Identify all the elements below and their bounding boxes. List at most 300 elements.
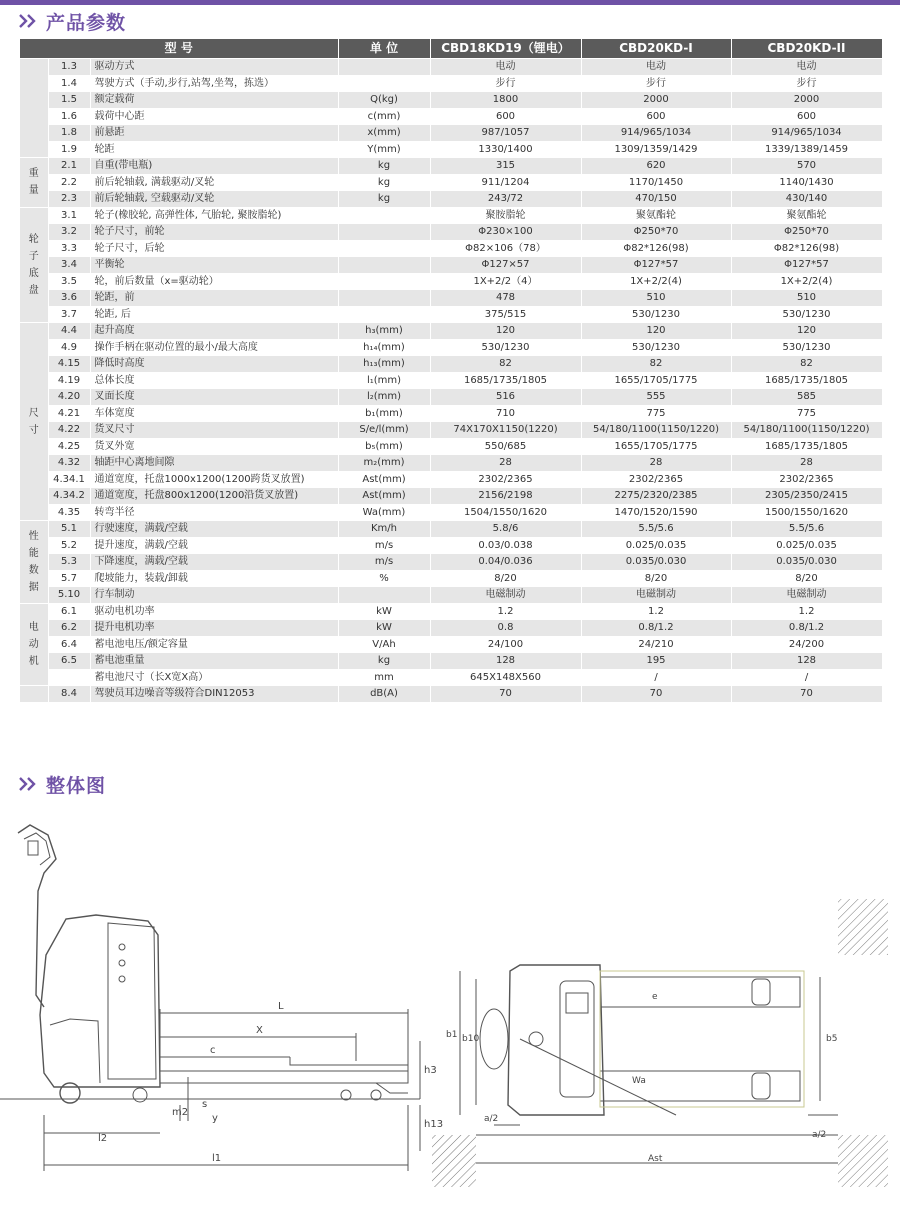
item-unit xyxy=(338,224,430,241)
item-name: 货叉尺寸 xyxy=(90,422,338,439)
double-chevron-icon xyxy=(18,12,40,30)
item-name: 轮距, 后 xyxy=(90,306,338,323)
value-model-3: 54/180/1100(1150/1220) xyxy=(731,422,882,439)
table-row xyxy=(20,224,882,241)
item-name: 转弯半径 xyxy=(90,504,338,521)
value-model-3: 5.5/5.6 xyxy=(731,521,882,538)
dim-label-h3: h3 xyxy=(424,1065,437,1076)
value-model-1: 315 xyxy=(430,158,581,175)
table-row xyxy=(20,273,882,290)
value-model-1: 8/20 xyxy=(430,570,581,587)
item-unit: m/s xyxy=(338,537,430,554)
value-model-1: 911/1204 xyxy=(430,174,581,191)
value-model-2: 470/150 xyxy=(581,191,731,208)
value-model-3: 0.8/1.2 xyxy=(731,620,882,637)
item-name: 轴距中心离地间隙 xyxy=(90,455,338,472)
side-view-drawing xyxy=(0,825,420,1171)
value-model-2: 28 xyxy=(581,455,731,472)
value-model-1: 516 xyxy=(430,389,581,406)
dim-label-b5: b5 xyxy=(826,1034,838,1044)
item-unit: kg xyxy=(338,174,430,191)
value-model-2: 530/1230 xyxy=(581,306,731,323)
value-model-3: 2000 xyxy=(731,92,882,109)
top-view-labels xyxy=(446,992,837,1164)
item-number: 4.34.2 xyxy=(48,488,90,505)
table-row xyxy=(20,521,882,538)
item-name: 车体宽度 xyxy=(90,405,338,422)
value-model-1: 2156/2198 xyxy=(430,488,581,505)
table-row xyxy=(20,686,882,703)
group-label-text: 尺寸 xyxy=(28,407,39,436)
table-row xyxy=(20,158,882,175)
item-number: 4.34.1 xyxy=(48,471,90,488)
item-unit: Q(kg) xyxy=(338,92,430,109)
value-model-3: 914/965/1034 xyxy=(731,125,882,142)
item-number: 5.1 xyxy=(48,521,90,538)
header-model-2: CBD20KD-I xyxy=(581,39,731,59)
value-model-1: 530/1230 xyxy=(430,339,581,356)
value-model-3: / xyxy=(731,669,882,686)
value-model-3: 120 xyxy=(731,323,882,340)
section-title-params: 产品参数 xyxy=(46,11,127,34)
value-model-1: 5.8/6 xyxy=(430,521,581,538)
table-row xyxy=(20,75,882,92)
item-unit xyxy=(338,59,430,76)
item-number: 4.35 xyxy=(48,504,90,521)
item-number: 6.4 xyxy=(48,636,90,653)
value-model-3: 电磁制动 xyxy=(731,587,882,604)
value-model-2: 24/210 xyxy=(581,636,731,653)
value-model-1: Φ127×57 xyxy=(430,257,581,274)
item-number: 4.22 xyxy=(48,422,90,439)
dim-label-b10: b10 xyxy=(462,1034,480,1044)
value-model-3: 430/140 xyxy=(731,191,882,208)
value-model-3: 1339/1389/1459 xyxy=(731,141,882,158)
group-label xyxy=(20,207,48,323)
value-model-1: 128 xyxy=(430,653,581,670)
value-model-2: 775 xyxy=(581,405,731,422)
value-model-1: 478 xyxy=(430,290,581,307)
value-model-2: 2000 xyxy=(581,92,731,109)
item-unit xyxy=(338,240,430,257)
item-name: 轮子尺寸，后轮 xyxy=(90,240,338,257)
group-label-text: 电动机 xyxy=(28,621,39,667)
item-unit: mm xyxy=(338,669,430,686)
value-model-2: 步行 xyxy=(581,75,731,92)
item-name: 叉面长度 xyxy=(90,389,338,406)
item-name: 自重(带电瓶) xyxy=(90,158,338,175)
dim-label-h13: h13 xyxy=(424,1119,444,1130)
value-model-1: 375/515 xyxy=(430,306,581,323)
dim-label-b1: b1 xyxy=(446,1030,458,1040)
value-model-1: 聚胺脂轮 xyxy=(430,207,581,224)
value-model-1: 28 xyxy=(430,455,581,472)
value-model-2: 620 xyxy=(581,158,731,175)
value-model-3: 1685/1735/1805 xyxy=(731,372,882,389)
value-model-1: 70 xyxy=(430,686,581,703)
table-row xyxy=(20,570,882,587)
value-model-2: Φ82*126(98) xyxy=(581,240,731,257)
value-model-2: 电动 xyxy=(581,59,731,76)
value-model-3: 0.025/0.035 xyxy=(731,537,882,554)
item-number: 3.6 xyxy=(48,290,90,307)
item-name: 轮距，前 xyxy=(90,290,338,307)
dim-label-s: s xyxy=(202,1099,208,1110)
dim-label-a2-left: a/2 xyxy=(484,1114,499,1124)
item-name: 轮子(橡胶轮, 高弹性体, 气胎轮, 聚胺脂轮) xyxy=(90,207,338,224)
item-name: 提升电机功率 xyxy=(90,620,338,637)
value-model-1: 710 xyxy=(430,405,581,422)
value-model-3: 1500/1550/1620 xyxy=(731,504,882,521)
dim-label-m2: m2 xyxy=(172,1107,189,1118)
item-unit: kW xyxy=(338,620,430,637)
table-row xyxy=(20,389,882,406)
item-name: 起升高度 xyxy=(90,323,338,340)
item-name: 轮，前后数量（x=驱动轮） xyxy=(90,273,338,290)
value-model-3: 1685/1735/1805 xyxy=(731,438,882,455)
value-model-1: 550/685 xyxy=(430,438,581,455)
item-unit: h₁₃(mm) xyxy=(338,356,430,373)
table-row xyxy=(20,306,882,323)
item-number: 5.3 xyxy=(48,554,90,571)
table-row xyxy=(20,455,882,472)
value-model-1: 243/72 xyxy=(430,191,581,208)
value-model-2: 530/1230 xyxy=(581,339,731,356)
item-unit: kg xyxy=(338,158,430,175)
value-model-3: 510 xyxy=(731,290,882,307)
item-name: 行车制动 xyxy=(90,587,338,604)
table-row xyxy=(20,108,882,125)
value-model-1: 645X148X560 xyxy=(430,669,581,686)
item-number: 6.2 xyxy=(48,620,90,637)
section-header-drawing xyxy=(18,769,106,799)
item-number: 1.6 xyxy=(48,108,90,125)
header-unit: 单 位 xyxy=(338,39,430,59)
table-row xyxy=(20,653,882,670)
value-model-2: 2302/2365 xyxy=(581,471,731,488)
table-row xyxy=(20,141,882,158)
value-model-2: 1.2 xyxy=(581,603,731,620)
double-chevron-icon xyxy=(18,775,40,793)
item-name: 驾驶方式（手动,步行,站驾,坐驾，拣选） xyxy=(90,75,338,92)
value-model-1: 0.04/0.036 xyxy=(430,554,581,571)
value-model-1: 600 xyxy=(430,108,581,125)
value-model-2: 0.8/1.2 xyxy=(581,620,731,637)
table-row xyxy=(20,174,882,191)
dim-label-l1: l1 xyxy=(212,1153,222,1164)
item-name: 降低时高度 xyxy=(90,356,338,373)
group-label-text: 性能数据 xyxy=(28,530,39,593)
value-model-1: 电动 xyxy=(430,59,581,76)
top-accent-bar xyxy=(0,0,900,5)
value-model-3: 128 xyxy=(731,653,882,670)
item-name: 驾驶员耳边噪音等级符合DIN12053 xyxy=(90,686,338,703)
item-unit: V/Ah xyxy=(338,636,430,653)
item-number: 5.2 xyxy=(48,537,90,554)
item-unit: m₂(mm) xyxy=(338,455,430,472)
group-label xyxy=(20,59,48,158)
value-model-3: 2302/2365 xyxy=(731,471,882,488)
item-name: 前后轮轴载, 空载驱动/叉轮 xyxy=(90,191,338,208)
table-row xyxy=(20,422,882,439)
item-number: 4.25 xyxy=(48,438,90,455)
table-row xyxy=(20,125,882,142)
table-row xyxy=(20,240,882,257)
value-model-3: 600 xyxy=(731,108,882,125)
item-number: 2.3 xyxy=(48,191,90,208)
value-model-3: 1140/1430 xyxy=(731,174,882,191)
item-name: 蓄电池电压/额定容量 xyxy=(90,636,338,653)
item-name: 货叉外宽 xyxy=(90,438,338,455)
group-label xyxy=(20,686,48,703)
item-unit: h₃(mm) xyxy=(338,323,430,340)
value-model-3: 2305/2350/2415 xyxy=(731,488,882,505)
item-name: 总体长度 xyxy=(90,372,338,389)
section-header-params xyxy=(18,6,126,36)
value-model-2: 600 xyxy=(581,108,731,125)
item-name: 平衡轮 xyxy=(90,257,338,274)
item-unit: % xyxy=(338,570,430,587)
value-model-3: 1.2 xyxy=(731,603,882,620)
dim-label-c: c xyxy=(210,1045,216,1056)
item-number xyxy=(48,669,90,686)
group-label xyxy=(20,603,48,686)
header-model-1: CBD18KD19（锂电） xyxy=(430,39,581,59)
item-unit: b₁(mm) xyxy=(338,405,430,422)
value-model-1: 1685/1735/1805 xyxy=(430,372,581,389)
item-number: 3.1 xyxy=(48,207,90,224)
value-model-1: 步行 xyxy=(430,75,581,92)
value-model-2: 555 xyxy=(581,389,731,406)
overall-drawing xyxy=(0,815,900,1207)
table-row xyxy=(20,587,882,604)
item-unit xyxy=(338,290,430,307)
table-row xyxy=(20,554,882,571)
item-name: 驱动电机功率 xyxy=(90,603,338,620)
item-name: 轮子尺寸，前轮 xyxy=(90,224,338,241)
value-model-2: 1470/1520/1590 xyxy=(581,504,731,521)
group-label xyxy=(20,323,48,521)
value-model-2: 1170/1450 xyxy=(581,174,731,191)
item-number: 3.3 xyxy=(48,240,90,257)
value-model-2: 2275/2320/2385 xyxy=(581,488,731,505)
item-name: 载荷中心距 xyxy=(90,108,338,125)
item-name: 通道宽度，托盘800x1200(1200沿货叉放置) xyxy=(90,488,338,505)
item-name: 前悬距 xyxy=(90,125,338,142)
value-model-1: 987/1057 xyxy=(430,125,581,142)
item-name: 蓄电池尺寸（长X宽X高） xyxy=(90,669,338,686)
item-unit: Ast(mm) xyxy=(338,471,430,488)
item-unit xyxy=(338,587,430,604)
item-number: 1.8 xyxy=(48,125,90,142)
item-unit: x(mm) xyxy=(338,125,430,142)
table-row xyxy=(20,620,882,637)
table-row xyxy=(20,290,882,307)
value-model-2: 聚氨酯轮 xyxy=(581,207,731,224)
group-label xyxy=(20,158,48,208)
value-model-1: 1330/1400 xyxy=(430,141,581,158)
value-model-3: 530/1230 xyxy=(731,339,882,356)
item-number: 5.7 xyxy=(48,570,90,587)
value-model-3: 24/200 xyxy=(731,636,882,653)
value-model-2: 8/20 xyxy=(581,570,731,587)
value-model-3: 570 xyxy=(731,158,882,175)
item-number: 1.9 xyxy=(48,141,90,158)
value-model-3: Φ250*70 xyxy=(731,224,882,241)
top-view-drawing xyxy=(432,899,888,1187)
item-name: 轮距 xyxy=(90,141,338,158)
item-number: 3.7 xyxy=(48,306,90,323)
value-model-3: 8/20 xyxy=(731,570,882,587)
item-unit: Wa(mm) xyxy=(338,504,430,521)
table-row xyxy=(20,207,882,224)
item-number: 3.2 xyxy=(48,224,90,241)
value-model-2: 54/180/1100(1150/1220) xyxy=(581,422,731,439)
item-unit: l₁(mm) xyxy=(338,372,430,389)
value-model-1: 1504/1550/1620 xyxy=(430,504,581,521)
table-header-row xyxy=(20,39,882,59)
item-unit: h₁₄(mm) xyxy=(338,339,430,356)
item-name: 额定载荷 xyxy=(90,92,338,109)
value-model-1: Φ230×100 xyxy=(430,224,581,241)
value-model-2: 1655/1705/1775 xyxy=(581,438,731,455)
item-number: 5.10 xyxy=(48,587,90,604)
item-number: 1.4 xyxy=(48,75,90,92)
value-model-1: 74X170X1150(1220) xyxy=(430,422,581,439)
item-number: 2.2 xyxy=(48,174,90,191)
group-label-text: 轮子底盘 xyxy=(28,233,39,296)
value-model-2: 914/965/1034 xyxy=(581,125,731,142)
item-number: 6.1 xyxy=(48,603,90,620)
value-model-3: 步行 xyxy=(731,75,882,92)
value-model-1: 电磁制动 xyxy=(430,587,581,604)
item-number: 4.20 xyxy=(48,389,90,406)
dim-label-L: L xyxy=(278,1001,284,1012)
value-model-1: 1.2 xyxy=(430,603,581,620)
dim-label-e: e xyxy=(652,992,658,1002)
value-model-1: 120 xyxy=(430,323,581,340)
item-name: 行驶速度，满载/空载 xyxy=(90,521,338,538)
value-model-2: 1655/1705/1775 xyxy=(581,372,731,389)
table-row xyxy=(20,92,882,109)
item-number: 8.4 xyxy=(48,686,90,703)
group-label-text: 重量 xyxy=(28,168,39,197)
item-number: 1.5 xyxy=(48,92,90,109)
table-row xyxy=(20,405,882,422)
table-row xyxy=(20,471,882,488)
value-model-2: 70 xyxy=(581,686,731,703)
group-label xyxy=(20,521,48,604)
item-unit: b₅(mm) xyxy=(338,438,430,455)
item-unit: kg xyxy=(338,191,430,208)
value-model-2: 0.025/0.035 xyxy=(581,537,731,554)
item-unit xyxy=(338,75,430,92)
value-model-1: 0.03/0.038 xyxy=(430,537,581,554)
header-model: 型 号 xyxy=(20,39,338,59)
table-row xyxy=(20,537,882,554)
table-row xyxy=(20,356,882,373)
table-row xyxy=(20,636,882,653)
value-model-3: 0.035/0.030 xyxy=(731,554,882,571)
value-model-1: 24/100 xyxy=(430,636,581,653)
value-model-3: 1X+2/2(4) xyxy=(731,273,882,290)
value-model-2: 120 xyxy=(581,323,731,340)
dim-label-Wa: Wa xyxy=(632,1076,646,1086)
value-model-1: 1800 xyxy=(430,92,581,109)
item-unit: S/e/l(mm) xyxy=(338,422,430,439)
item-number: 4.32 xyxy=(48,455,90,472)
item-name: 操作手柄在驱动位置的最小/最大高度 xyxy=(90,339,338,356)
value-model-3: 70 xyxy=(731,686,882,703)
value-model-3: 电动 xyxy=(731,59,882,76)
item-number: 6.5 xyxy=(48,653,90,670)
value-model-2: 1309/1359/1429 xyxy=(581,141,731,158)
table-row xyxy=(20,438,882,455)
item-unit: m/s xyxy=(338,554,430,571)
value-model-2: 5.5/5.6 xyxy=(581,521,731,538)
item-unit: Km/h xyxy=(338,521,430,538)
table-row xyxy=(20,504,882,521)
value-model-3: Φ127*57 xyxy=(731,257,882,274)
table-row xyxy=(20,603,882,620)
item-number: 1.3 xyxy=(48,59,90,76)
item-unit xyxy=(338,207,430,224)
item-number: 4.19 xyxy=(48,372,90,389)
table-body xyxy=(20,59,882,703)
item-unit: kW xyxy=(338,603,430,620)
value-model-2: 510 xyxy=(581,290,731,307)
item-number: 2.1 xyxy=(48,158,90,175)
item-number: 3.5 xyxy=(48,273,90,290)
value-model-3: Φ82*126(98) xyxy=(731,240,882,257)
value-model-2: 电磁制动 xyxy=(581,587,731,604)
table-row xyxy=(20,339,882,356)
table-row xyxy=(20,59,882,76)
item-name: 驱动方式 xyxy=(90,59,338,76)
section-title-drawing: 整体图 xyxy=(46,774,107,797)
value-model-1: 0.8 xyxy=(430,620,581,637)
table-row xyxy=(20,191,882,208)
table-row xyxy=(20,488,882,505)
value-model-3: 聚氨酯轮 xyxy=(731,207,882,224)
dim-label-a2-right: a/2 xyxy=(812,1130,827,1140)
table-row xyxy=(20,669,882,686)
dim-label-y: y xyxy=(212,1113,218,1124)
value-model-1: 1X+2/2（4） xyxy=(430,273,581,290)
item-unit: Y(mm) xyxy=(338,141,430,158)
item-number: 4.4 xyxy=(48,323,90,340)
item-name: 蓄电池重量 xyxy=(90,653,338,670)
item-unit: kg xyxy=(338,653,430,670)
item-name: 下降速度，满载/空载 xyxy=(90,554,338,571)
value-model-3: 530/1230 xyxy=(731,306,882,323)
table-row xyxy=(20,372,882,389)
value-model-1: 2302/2365 xyxy=(430,471,581,488)
value-model-2: 1X+2/2(4) xyxy=(581,273,731,290)
value-model-1: 82 xyxy=(430,356,581,373)
item-number: 4.9 xyxy=(48,339,90,356)
item-unit: dB(A) xyxy=(338,686,430,703)
value-model-2: 195 xyxy=(581,653,731,670)
value-model-2: Φ127*57 xyxy=(581,257,731,274)
item-unit: c(mm) xyxy=(338,108,430,125)
value-model-2: 0.035/0.030 xyxy=(581,554,731,571)
item-unit xyxy=(338,257,430,274)
value-model-3: 82 xyxy=(731,356,882,373)
dim-label-l2: l2 xyxy=(98,1133,108,1144)
value-model-3: 28 xyxy=(731,455,882,472)
item-name: 爬坡能力，装载/卸载 xyxy=(90,570,338,587)
